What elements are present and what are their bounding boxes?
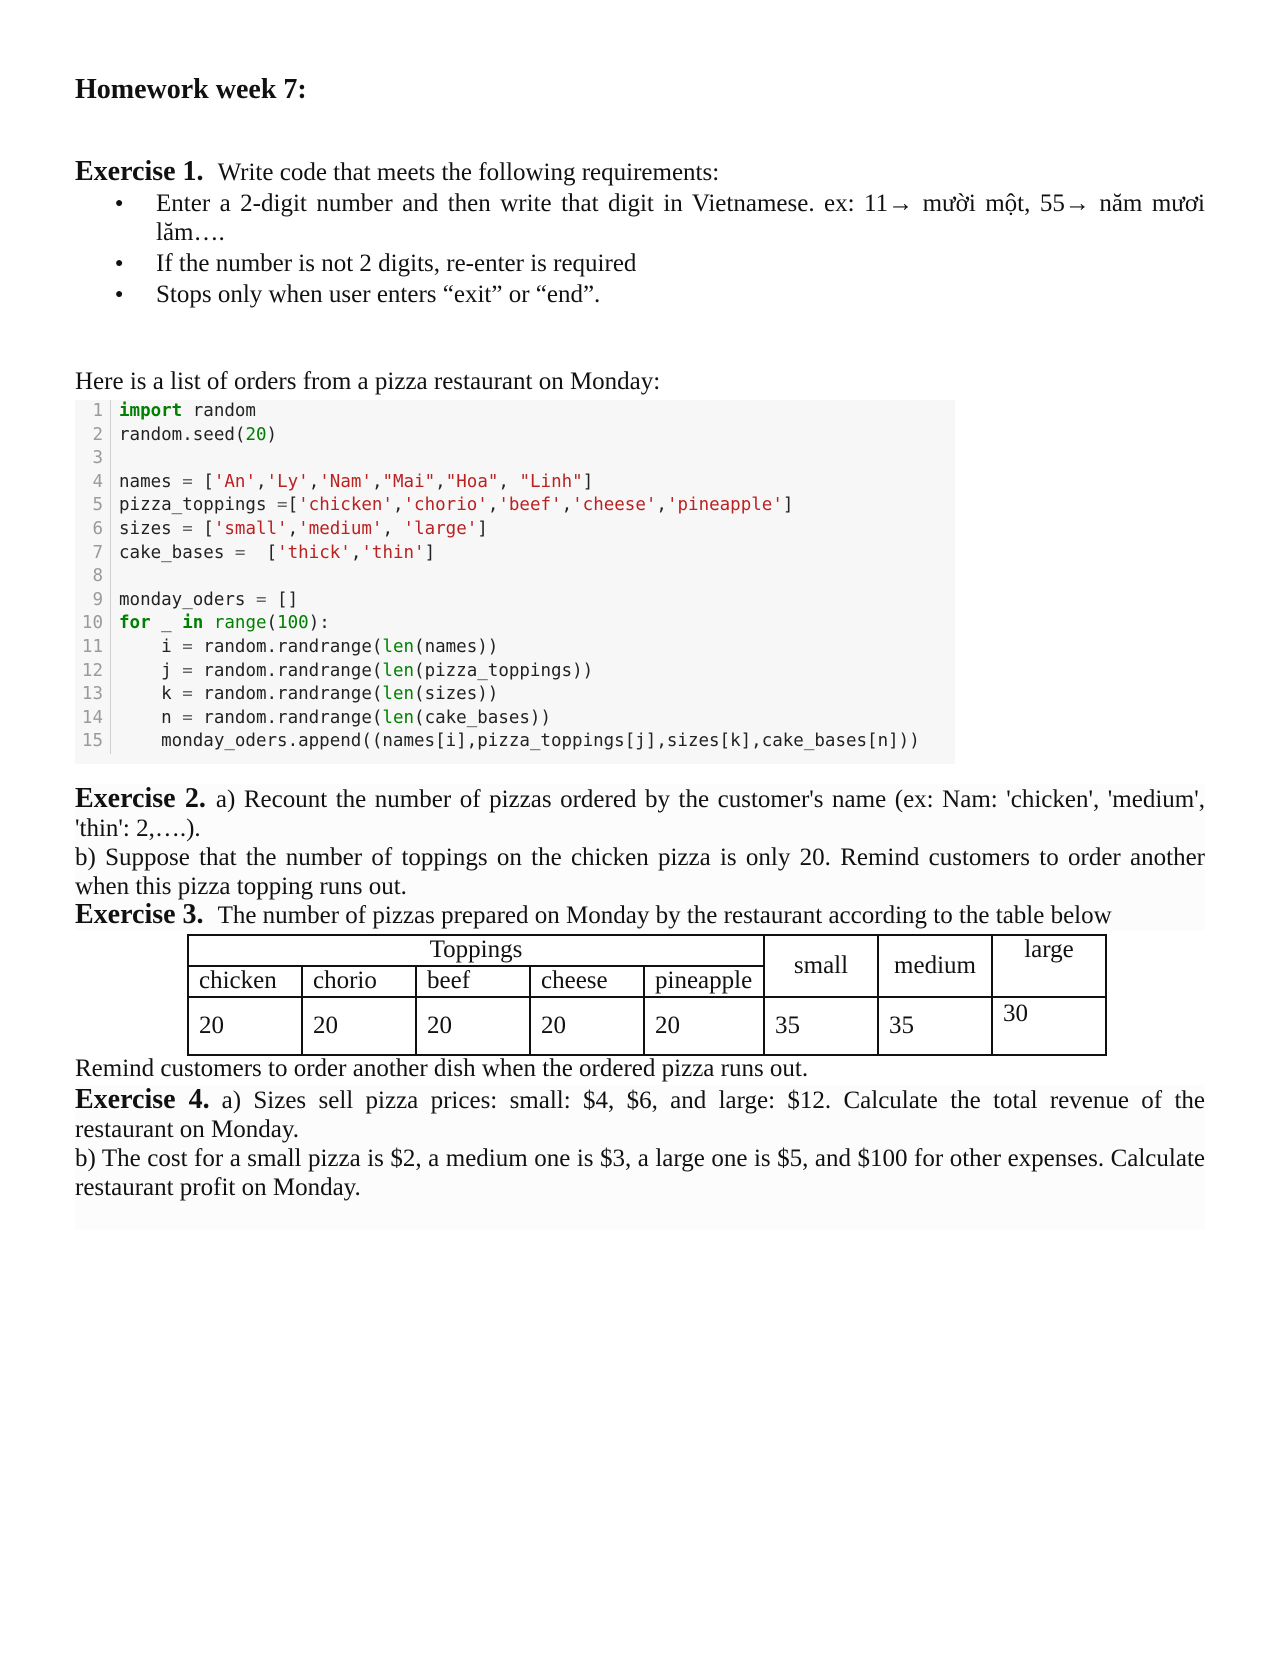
- orders-intro: Here is a list of orders from a pizza restaurant on Monday:: [75, 368, 661, 395]
- code-line: [75, 471, 955, 495]
- code-line: [75, 424, 955, 448]
- exercise-1-text: Write code that meets the following requirements:: [217, 159, 720, 186]
- line-number: 13: [75, 683, 111, 707]
- bullet-item: ● Stops only when user enters “exit” or “end”.: [115, 280, 1205, 309]
- exercise-4-part-a: a) Sizes sell pizza prices: small: $4, $6, and large: $12. Calculate the total revenue of the restaurant on Monday.: [75, 1087, 1205, 1143]
- code-text: monday_oders = []: [119, 589, 299, 610]
- code-line: [75, 612, 955, 636]
- pizza-prep-table: [187, 934, 1107, 1056]
- exercise-1-label: Exercise 1.: [75, 156, 204, 187]
- code-line: [75, 730, 955, 754]
- code-text: n = random.randrange(len(cake_bases)): [119, 707, 551, 728]
- exercise-3-heading: [75, 900, 1205, 930]
- topping-header: chicken: [188, 966, 302, 997]
- code-text: for _ in range(100):: [119, 613, 330, 634]
- table-cell: 20: [302, 997, 416, 1055]
- table-cell: 20: [188, 997, 302, 1055]
- line-number: 2: [75, 424, 111, 448]
- code-text: [111, 447, 119, 471]
- toppings-group-header: Toppings: [188, 935, 764, 966]
- code-line: [75, 400, 955, 424]
- code-text: monday_oders.append((names[i],pizza_toppings[j],sizes[k],cake_bases[n])): [119, 731, 920, 752]
- table-cell: 20: [644, 997, 764, 1055]
- exercise-3-label: Exercise 3.: [75, 899, 204, 930]
- exercise-2-part-b: b) Suppose that the number of toppings on the chicken pizza is only 20. Remind customers to order another when this pizza topping runs out.: [75, 844, 1205, 900]
- line-number: 11: [75, 636, 111, 660]
- code-line: [75, 636, 955, 660]
- code-text: random.seed(20): [119, 424, 278, 445]
- line-number: 15: [75, 730, 111, 754]
- exercise-2-part-a: a) Recount the number of pizzas ordered by the customer's name (ex: Nam: 'chicken', 'medium', 'thin': 2,….).: [75, 786, 1205, 842]
- line-number: 9: [75, 589, 111, 613]
- page-title: Homework week 7:: [75, 74, 307, 105]
- code-line: [75, 518, 955, 542]
- line-number: 6: [75, 518, 111, 542]
- exercise-4-label: Exercise 4.: [75, 1084, 210, 1115]
- exercise-3-remind: Remind customers to order another dish when the ordered pizza runs out.: [75, 1055, 809, 1082]
- table-cell: 30: [992, 997, 1106, 1055]
- code-text: cake_bases = ['thick','thin']: [119, 542, 436, 563]
- code-line: [75, 565, 955, 589]
- code-text: [111, 565, 119, 589]
- code-text: k = random.randrange(len(sizes)): [119, 684, 499, 705]
- size-header: large: [992, 935, 1106, 997]
- line-number: 3: [75, 447, 111, 471]
- table-cell: 20: [530, 997, 644, 1055]
- code-text: j = random.randrange(len(pizza_toppings)): [119, 660, 594, 681]
- code-text: pizza_toppings =['chicken','chorio','beef','cheese','pineapple']: [119, 495, 794, 516]
- size-header: small: [764, 935, 878, 997]
- line-number: 10: [75, 612, 111, 636]
- topping-header: beef: [416, 966, 530, 997]
- topping-header: cheese: [530, 966, 644, 997]
- code-line: [75, 494, 955, 518]
- table-cell: 20: [416, 997, 530, 1055]
- code-line: [75, 447, 955, 471]
- exercise-4-part-b: b) The cost for a small pizza is $2, a medium one is $3, a large one is $5, and $100 for other expenses. Calculate restaurant profit on Monday.: [75, 1145, 1205, 1201]
- code-line: [75, 542, 955, 566]
- exercise-3-text: The number of pizzas prepared on Monday by the restaurant according to the table below: [217, 902, 1112, 929]
- line-number: 8: [75, 565, 111, 589]
- exercise-4: [75, 1085, 1205, 1230]
- bullet-item: ● Enter a 2-digit number and then write that digit in Vietnamese. ex: 11→ mười một, 55→ năm mươi lăm….: [115, 189, 1205, 247]
- exercise-2: [75, 784, 1205, 901]
- code-text: import random: [119, 401, 256, 421]
- line-number: 7: [75, 542, 111, 566]
- table-cell: 35: [764, 997, 878, 1055]
- line-number: 14: [75, 707, 111, 731]
- size-header: medium: [878, 935, 992, 997]
- line-number: 5: [75, 494, 111, 518]
- bullet-item: ● If the number is not 2 digits, re-enter is required: [115, 249, 1205, 278]
- code-line: [75, 589, 955, 613]
- line-number: 12: [75, 660, 111, 684]
- exercise-1-heading: [75, 156, 719, 188]
- line-number: 1: [75, 400, 111, 424]
- exercise-1-bullet-list: [115, 189, 1205, 311]
- exercise-2-label: Exercise 2.: [75, 783, 206, 814]
- topping-header: chorio: [302, 966, 416, 997]
- topping-header: pineapple: [644, 966, 764, 997]
- code-block: [75, 400, 955, 764]
- table-cell: 35: [878, 997, 992, 1055]
- code-line: [75, 683, 955, 707]
- code-line: [75, 660, 955, 684]
- code-text: names = ['An','Ly','Nam',"Mai","Hoa", "Linh"]: [119, 471, 594, 492]
- code-text: sizes = ['small','medium', 'large']: [119, 518, 488, 539]
- code-line: [75, 707, 955, 731]
- code-text: i = random.randrange(len(names)): [119, 636, 499, 657]
- line-number: 4: [75, 471, 111, 495]
